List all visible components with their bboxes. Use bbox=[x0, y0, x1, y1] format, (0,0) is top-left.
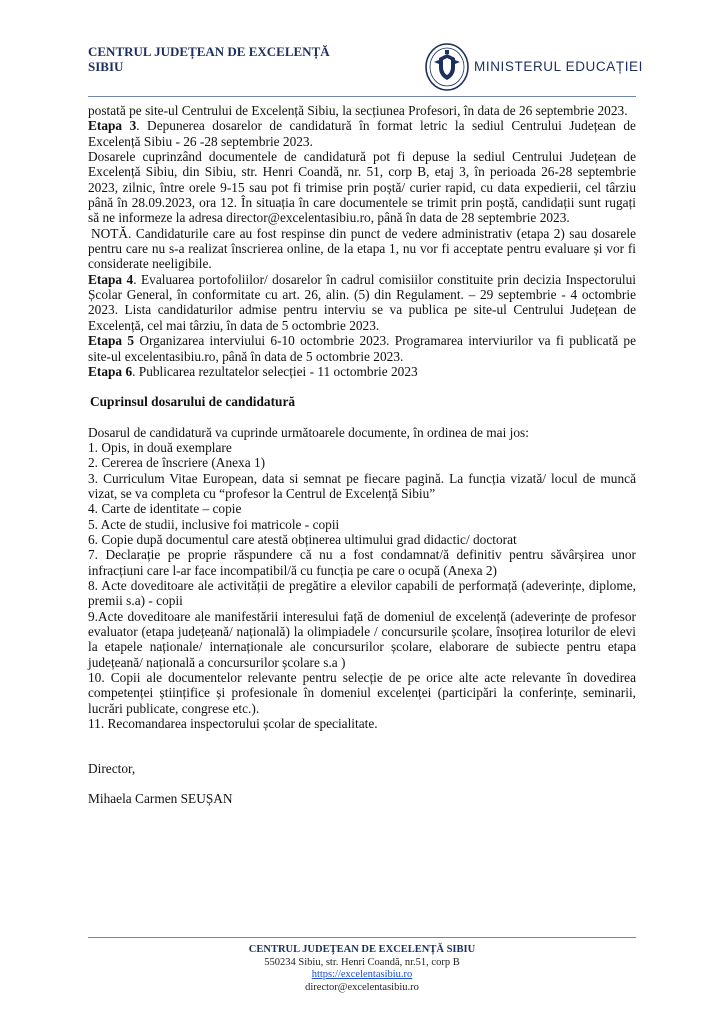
paragraph-etapa-6 bbox=[88, 364, 636, 379]
list-item: 2. Cererea de înscriere (Anexa 1) bbox=[88, 455, 266, 471]
etapa-4-label: Etapa 4 bbox=[88, 271, 134, 287]
list-item: 1. Opis, in două exemplare bbox=[88, 439, 232, 455]
etapa-5-text: Organizarea interviului 6-10 octombrie 2023. Programarea interviurilor va fi publicată pe site-ul excelentasibiu.ro, până în data de 5 octombrie 2023. bbox=[88, 333, 637, 364]
etapa-5-label: Etapa 5 bbox=[88, 333, 135, 349]
spacer bbox=[88, 731, 636, 746]
list-item: 3. Curriculum Vitae European, data si semnat pe fiecare pagină. La funcția vizată/ locul de muncă vizat, se va completa cu “profesor la Centrul de Excelență Sibiu” bbox=[88, 470, 636, 501]
footer-address: 550234 Sibiu, str. Henri Coandă, nr.51, corp B bbox=[264, 956, 460, 968]
footer-title: CENTRUL JUDEȚEAN DE EXCELENȚĂ SIBIU bbox=[248, 944, 476, 955]
list-item: 7. Declarație pe proprie răspundere că nu a fost condamnat/ă definitiv pentru săvârșirea unor infracțiuni care l-ar face incompatibil/ă cu funcția pe care o ocupă (Anexa 2) bbox=[88, 547, 636, 578]
institution-name-line1: CENTRUL JUDEȚEAN DE EXCELENȚĂ bbox=[88, 44, 330, 59]
etapa-6-label: Etapa 6 bbox=[88, 363, 133, 379]
list-item: 11. Recomandarea inspectorului școlar de specialitate. bbox=[88, 716, 378, 732]
coat-of-arms-icon bbox=[424, 42, 470, 92]
paragraph-etapa-4 bbox=[88, 272, 636, 333]
list-item: 10. Copii ale documentelor relevante pentru selecție de pe orice alte acte relevante în dovedirea competenței științifice și profesionale în domeniul excelenței (participări la conferințe, seminarii, lucrări publicate, congrese etc.). bbox=[88, 670, 636, 716]
section-title: Cuprinsul dosarului de candidatură bbox=[90, 394, 296, 410]
page-header bbox=[88, 40, 644, 96]
spacer bbox=[88, 746, 636, 761]
list-item: 4. Carte de identitate – copie bbox=[88, 501, 242, 517]
paragraph-intro: postată pe site-ul Centrului de Excelență Sibiu, la secțiunea Profesori, în data de 26 septembrie 2023. bbox=[88, 103, 628, 118]
institution-name-line2: SIBIU bbox=[88, 59, 124, 74]
etapa-4-text: . Evaluarea portofoliilor/ dosarelor în cadrul comisiilor constituite prin decizia Inspectorului Școlar General, în conformitate cu art. 26, alin. (5) din Regulament. – 29 septembrie - 4 octombrie 2023. Lista candidaturilor admise pentru interviu se va publica pe site-ul Centrului Județean de Excelență, cel mai târziu, în data de 5 octombrie 2023. bbox=[88, 271, 636, 333]
footer-email: director@excelentasibiu.ro bbox=[305, 981, 419, 993]
header-divider bbox=[88, 96, 636, 97]
list-item: 6. Copie după documentul care atestă obținerea ultimului grad didactic/ doctorat bbox=[88, 531, 517, 547]
signature-name: Mihaela Carmen SEUȘAN bbox=[88, 790, 233, 806]
page-footer bbox=[88, 944, 636, 994]
etapa-3-label: Etapa 3 bbox=[88, 118, 137, 134]
footer-divider bbox=[88, 937, 636, 938]
etapa-6-text: . Publicarea rezultatelor selecției - 11 octombrie 2023 bbox=[132, 363, 418, 379]
signature-role: Director, bbox=[88, 761, 136, 777]
spacer bbox=[88, 777, 636, 791]
list-intro: Dosarul de candidatură va cuprinde următoarele documente, în ordinea de mai jos: bbox=[88, 424, 529, 440]
etapa-3-text: . Depunerea dosarelor de candidatură în format letric la sediul Centrului Județean de Excelență Sibiu - 26 -28 septembrie 2023. bbox=[88, 118, 636, 149]
list-item: 9.Acte doveditoare ale manifestării interesului față de domeniul de excelență (adeverințe de profesor evaluator (etapa județeană/ națională) la olimpiadele / concursurile școlare, însoțirea loturilor de elevi la etapele naționale/ internaționale ale concursurilor școlare, elaborare de subiecte pentru etapa județeană/ națională a concursurilor școlare s.a ) bbox=[88, 608, 636, 670]
list-item: 5. Acte de studii, inclusive foi matricole - copii bbox=[88, 516, 340, 532]
institution-name bbox=[88, 44, 330, 74]
ministry-name: MINISTERUL EDUCAȚIEI bbox=[474, 59, 644, 74]
footer-website-link[interactable]: https://excelentasibiu.ro bbox=[311, 969, 413, 980]
paragraph-note: NOTĂ. Candidaturile care au fost respinse din punct de vedere administrativ (etapa 2) sau dosarele pentru care nu s-a realizat înscrierea online, de la etapa 1, nu vor fi acceptate pentru evaluare și vor fi considerate neeligibile. bbox=[88, 225, 636, 272]
paragraph-submission: Dosarele cuprinzând documentele de candidatură pot fi depuse la sediul Centrului Județean de Excelență Sibiu, din Sibiu, str. Henri Coandă, nr. 51, corp B, etaj 3, în perioada 26-28 septembrie 2023, zilnic, între orele 9-15 sau pot fi trimise prin poștă/ curier rapid, cu data expedierii, cel târziu până în 28.09.2023, ora 12. În situația în care documentele se trimit prin poștă, candidații sunt rugați să ne informeze la adresa director@excelentasibiu.ro, până în data de 28 septembrie 2023. bbox=[88, 149, 636, 226]
paragraph-etapa-5 bbox=[88, 333, 636, 364]
ministry-logo bbox=[424, 42, 644, 94]
document-body bbox=[88, 103, 636, 806]
paragraph-etapa-3 bbox=[88, 118, 636, 149]
list-item: 8. Acte doveditoare ale activității de pregătire a elevilor capabili de performață (adeverințe, diplome, premii s.a) - copii bbox=[88, 577, 636, 609]
